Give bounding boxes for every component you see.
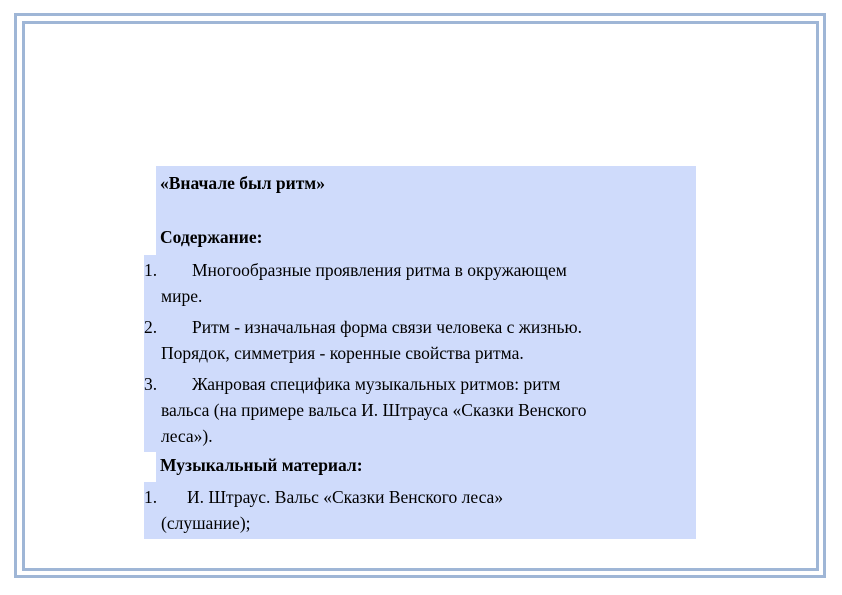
item-line: мире. bbox=[161, 286, 203, 306]
slide-content bbox=[144, 166, 696, 539]
music-heading: Музыкальный материал: bbox=[160, 455, 363, 475]
title-block bbox=[156, 166, 696, 222]
item-line: И. Штраус. Вальс «Сказки Венского леса» bbox=[187, 487, 504, 507]
contents-item-3 bbox=[144, 369, 696, 452]
item-line: леса»). bbox=[161, 426, 213, 446]
item-number: 3. bbox=[144, 374, 158, 394]
contents-item-2 bbox=[144, 312, 696, 369]
item-text bbox=[161, 482, 696, 536]
item-line: вальса (на примере вальса И. Штрауса «Сказки Венского bbox=[161, 400, 587, 420]
music-heading-block bbox=[156, 452, 696, 482]
item-line: Многообразные проявления ритма в окружающем bbox=[192, 260, 567, 280]
item-line: Порядок, симметрия - коренные свойства ритма. bbox=[161, 343, 524, 363]
music-item-1 bbox=[144, 482, 696, 539]
item-line: Ритм - изначальная форма связи человека с жизнью. bbox=[192, 317, 582, 337]
contents-heading-block bbox=[156, 222, 696, 255]
item-line: (слушание); bbox=[161, 513, 251, 533]
item-text bbox=[161, 369, 696, 449]
item-text bbox=[161, 255, 696, 309]
item-line: Жанровая специфика музыкальных ритмов: ритм bbox=[192, 374, 561, 394]
item-number: 1. bbox=[144, 260, 158, 280]
item-text bbox=[161, 312, 696, 366]
item-number: 2. bbox=[144, 317, 158, 337]
contents-heading: Содержание: bbox=[160, 227, 263, 247]
lesson-title: «Вначале был ритм» bbox=[160, 173, 325, 193]
item-number: 1. bbox=[144, 487, 158, 507]
contents-item-1 bbox=[144, 255, 696, 312]
